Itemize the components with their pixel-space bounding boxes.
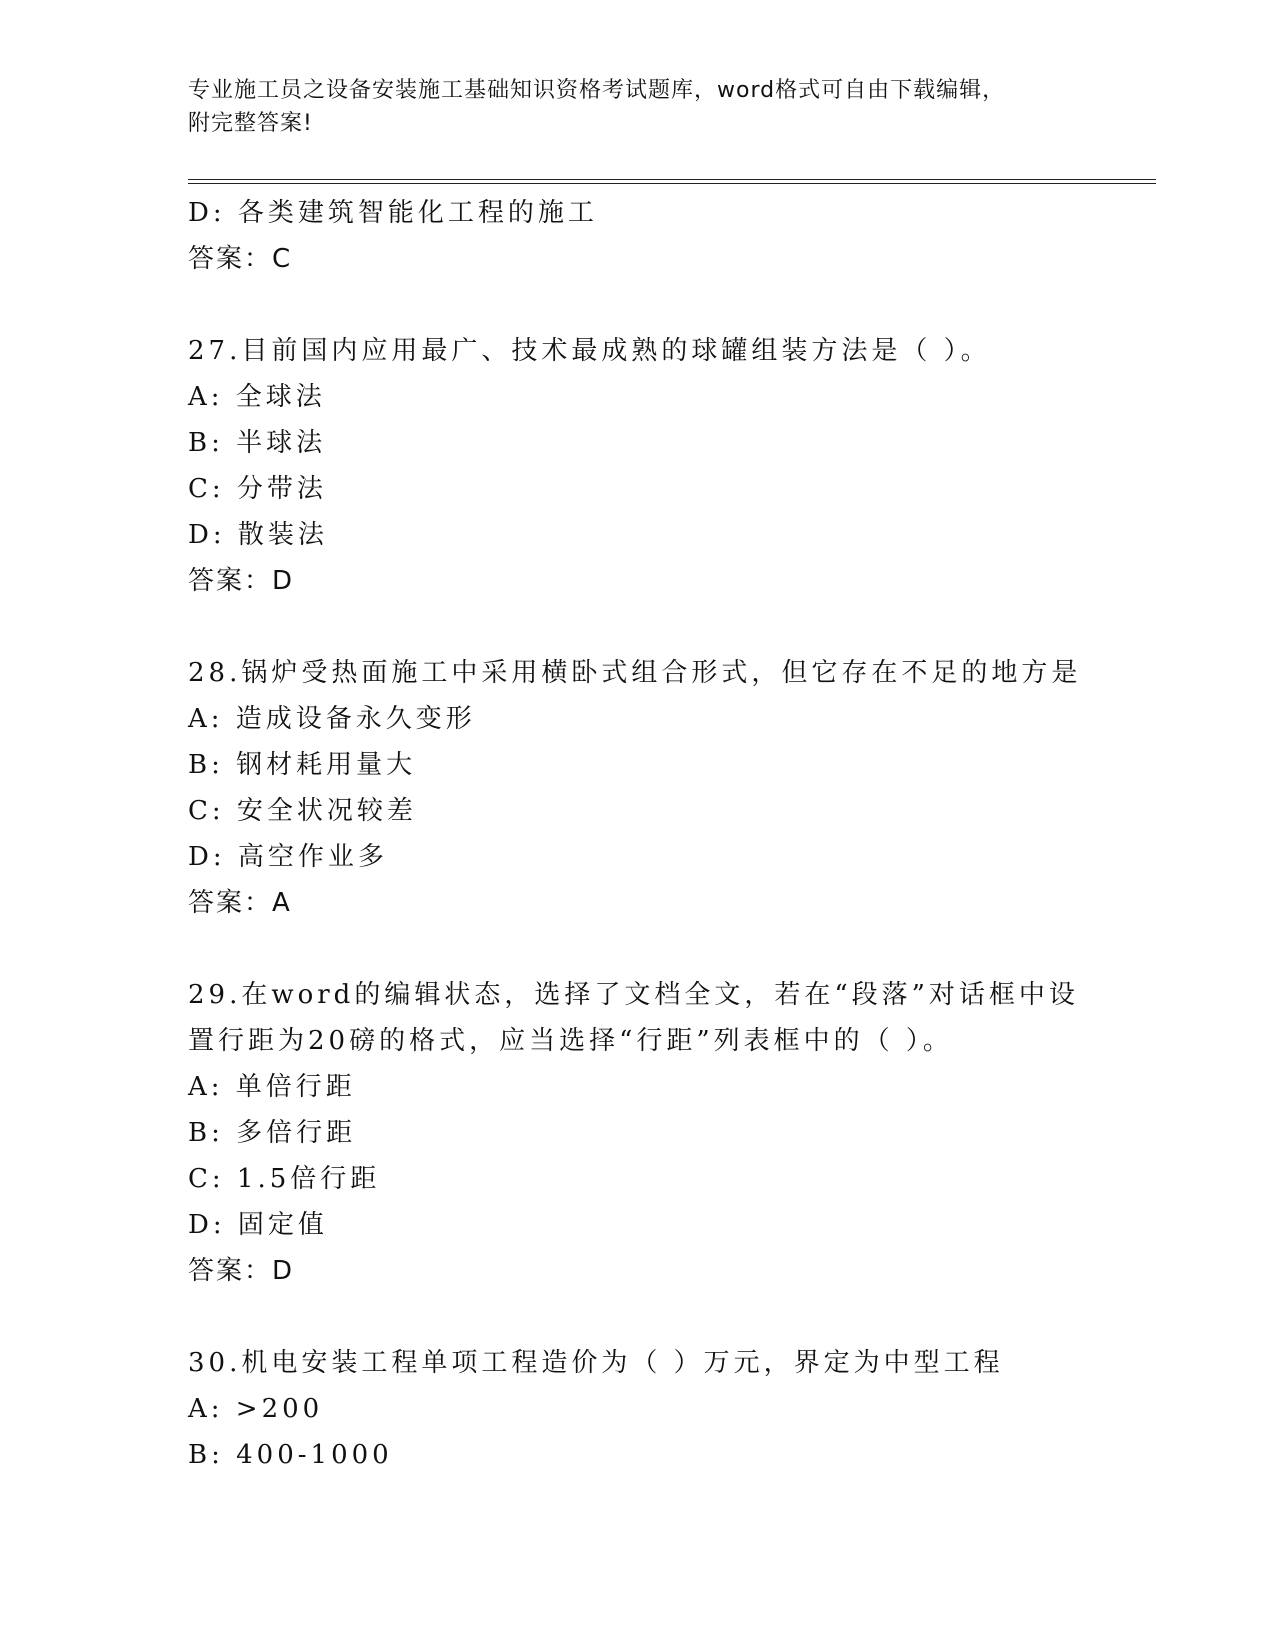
carryover-question [188,190,1156,282]
question-30 [188,1340,1156,1478]
header-line-2: 附完整答案! [188,111,313,136]
answer: 答案：D [188,1256,295,1286]
option-a: A: 全球法 [188,382,326,412]
option-a: A: 造成设备永久变形 [188,704,476,734]
header-line-1: 专业施工员之设备安装施工基础知识资格考试题库，word格式可自由下载编辑， [188,78,1006,103]
question-27 [188,328,1156,604]
option-b: B: 半球法 [188,428,327,458]
question-text: 28.锅炉受热面施工中采用横卧式组合形式，但它存在不足的地方是 [188,658,1082,688]
option-c: C: 1.5倍行距 [188,1164,381,1194]
spacer [188,926,1156,972]
question-29 [188,972,1156,1294]
option-b: B: 钢材耗用量大 [188,750,417,780]
question-list [188,190,1156,1478]
question-text: 27.目前国内应用最广、技术最成熟的球罐组装方法是（ ）。 [188,336,991,366]
option-a: A: >200 [188,1394,324,1424]
answer: 答案：D [188,566,295,596]
option-b: B: 400-1000 [188,1440,393,1470]
question-text: 30.机电安装工程单项工程造价为（ ）万元，界定为中型工程 [188,1348,1004,1378]
option-b: B: 多倍行距 [188,1118,357,1148]
spacer [188,282,1156,328]
header-divider-top [188,179,1156,180]
option-d: D: 固定值 [188,1210,328,1240]
question-28 [188,650,1156,926]
spacer [188,1294,1156,1340]
spacer [188,604,1156,650]
question-text-line-1: 29.在word的编辑状态，选择了文档全文，若在“段落”对话框中设 [188,980,1079,1010]
option-c: C: 安全状况较差 [188,796,417,826]
option-d: D: 各类建筑智能化工程的施工 [188,198,598,228]
answer: 答案：C [188,244,293,274]
option-d: D: 高空作业多 [188,842,388,872]
answer: 答案：A [188,888,292,918]
option-d: D: 散装法 [188,520,328,550]
header-divider-bottom [188,183,1156,184]
option-c: C: 分带法 [188,474,327,504]
question-text-line-2: 置行距为20磅的格式，应当选择“行距”列表框中的（ ）。 [188,1026,953,1056]
option-a: A: 单倍行距 [188,1072,356,1102]
page-header [188,74,1088,140]
